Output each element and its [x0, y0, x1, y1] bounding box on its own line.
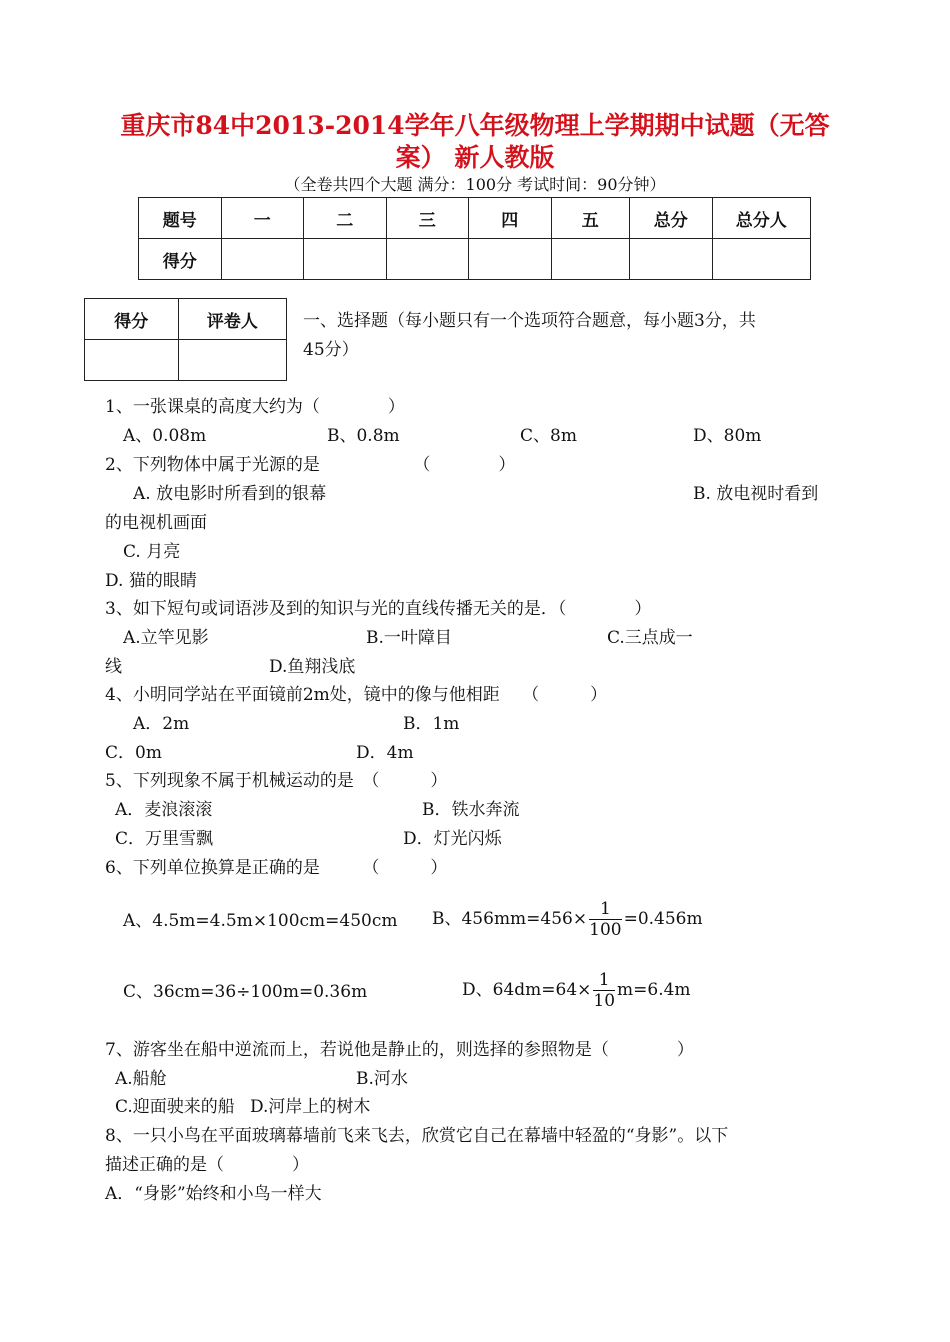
question-8-stem-line-2: 描述正确的是（ ） [105, 1155, 309, 1175]
question-6-option-d: D、64dm=64× $\frac{1}{10}$ m=6.4m [462, 970, 691, 1011]
question-7-option-d: D.河岸上的树木 [250, 1097, 371, 1117]
header-cell: 总分人 [712, 198, 810, 239]
question-4-option-a: A．2m [133, 714, 190, 734]
question-2-option-b: B. 放电视时看到 [693, 484, 819, 504]
question-8-stem-line-1: 8、一只小鸟在平面玻璃幕墙前飞来飞去，欣赏它自己在幕墙中轻盈的“身影”。以下 [105, 1126, 729, 1146]
header-cell: 总分 [630, 198, 713, 239]
document-title [100, 110, 850, 174]
question-7-option-c: C.迎面驶来的船 [115, 1097, 235, 1117]
score-row-label: 得分 [139, 239, 222, 280]
question-2-option-d: D. 猫的眼睛 [105, 571, 197, 591]
question-6-option-c: C、36cm=36÷100m=0.36m [123, 982, 368, 1002]
question-2-option-b-continued: 的电视机画面 [105, 513, 207, 533]
grader-table [84, 298, 287, 381]
question-4-option-c: C．0m [105, 743, 162, 763]
score-cell[interactable] [386, 239, 469, 280]
section-heading-line-1: 一、选择题（每小题只有一个选项符合题意，每小题3分，共 [303, 311, 756, 331]
question-3-option-c-continued: 线 [105, 657, 122, 677]
score-table-score-row [139, 239, 811, 280]
question-1-option-b: B、0.8m [327, 426, 400, 446]
header-cell: 二 [304, 198, 387, 239]
score-cell[interactable] [551, 239, 630, 280]
section-heading-line-2: 45分） [303, 340, 359, 360]
question-2-option-c: C. 月亮 [123, 542, 181, 562]
question-7-stem: 7、游客坐在船中逆流而上，若说他是静止的，则选择的参照物是（ ） [105, 1040, 694, 1060]
question-5-option-a: A．麦浪滚滚 [115, 800, 213, 820]
question-4-option-d: D．4m [356, 743, 414, 763]
header-cell: 三 [386, 198, 469, 239]
fraction-one-hundredth: $\frac{1}{100}$ [589, 899, 622, 940]
question-8-option-a: A．“身影”始终和小鸟一样大 [105, 1184, 322, 1204]
header-cell: 四 [469, 198, 552, 239]
score-table-header-row [139, 198, 811, 239]
question-3-stem: 3、如下短句或词语涉及到的知识与光的直线传播无关的是．（ ） [105, 599, 652, 619]
question-5-stem: 5、下列现象不属于机械运动的是 （ ） [105, 771, 448, 791]
score-cell[interactable] [221, 239, 304, 280]
question-5-option-b: B．铁水奔流 [422, 800, 520, 820]
title-line-1: 重庆市84中2013-2014学年八年级物理上学期期中试题（无答 [120, 111, 830, 140]
score-cell[interactable] [304, 239, 387, 280]
question-7-option-a: A.船舱 [115, 1069, 167, 1089]
question-3-option-b: B.一叶障目 [366, 628, 452, 648]
question-5-option-c: C．万里雪飘 [115, 829, 214, 849]
header-cell: 一 [221, 198, 304, 239]
question-5-option-d: D．灯光闪烁 [403, 829, 502, 849]
header-cell: 题号 [139, 198, 222, 239]
grader-name-label: 评卷人 [178, 299, 286, 340]
question-7-option-b: B.河水 [356, 1069, 408, 1089]
score-table [138, 197, 811, 280]
score-cell[interactable] [630, 239, 713, 280]
question-6-option-b: B、456mm=456× $\frac{1}{100}$ =0.456m [432, 899, 703, 940]
grader-name-cell[interactable] [178, 340, 286, 381]
score-cell[interactable] [712, 239, 810, 280]
grader-score-label: 得分 [85, 299, 179, 340]
question-4-option-b: B．1m [403, 714, 460, 734]
question-1-option-d: D、80m [693, 426, 762, 446]
fraction-one-tenth: $\frac{1}{10}$ [593, 970, 616, 1011]
question-1-option-a: A、0.08m [123, 426, 207, 446]
question-3-option-a: A.立竿见影 [123, 628, 209, 648]
question-1-stem: 1、一张课桌的高度大约为（ ） [105, 397, 405, 417]
question-2-stem: 2、下列物体中属于光源的是 （ ） [105, 455, 516, 475]
score-cell[interactable] [469, 239, 552, 280]
title-line-2: 案） 新人教版 [395, 143, 555, 172]
exam-info: （全卷共四个大题 满分：100分 考试时间：90分钟） [284, 175, 666, 194]
question-3-option-d: D.鱼翔浅底 [269, 657, 356, 677]
question-6-option-a: A、4.5m=4.5m×100cm=450cm [123, 911, 398, 931]
question-3-option-c: C.三点成一 [607, 628, 693, 648]
question-1-option-c: C、8m [520, 426, 577, 446]
question-4-stem: 4、小明同学站在平面镜前2m处，镜中的像与他相距 （ ） [105, 685, 608, 705]
grader-score-cell[interactable] [85, 340, 179, 381]
question-2-option-a: A. 放电影时所看到的银幕 [133, 484, 327, 504]
header-cell: 五 [551, 198, 630, 239]
question-6-stem: 6、下列单位换算是正确的是 （ ） [105, 858, 448, 878]
